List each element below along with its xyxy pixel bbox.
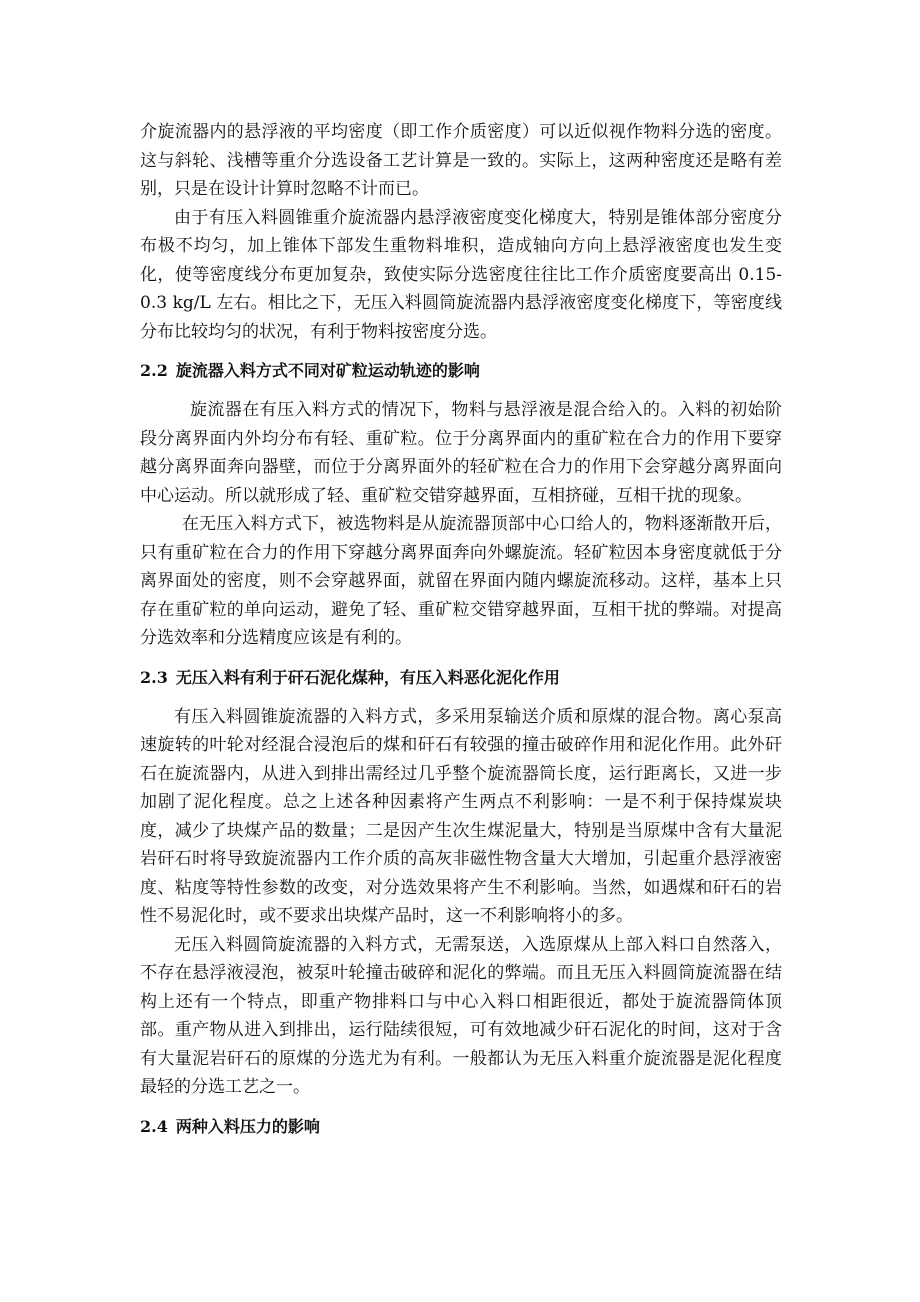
section-number: 2.2 (140, 361, 168, 380)
paragraph-gravity-feed: 在无压入料方式下，被选物料是从旋流器顶部中心口给人的，物料逐渐散开后，只有重矿粒在合力的作用下穿越分离界面奔向外螺旋流。轻矿粒因本身密度就低于分离界面处的密度，则不会穿越界面，就留在界面内随内螺旋流移动。这样，基本上只存在重矿粒的单向运动，避免了轻、重矿粒交错穿越界面，互相干扰的弊端。对提高分选效率和分选精度应该是有利的。 (140, 514, 782, 648)
paragraph-cylinder-feed: 无压入料圆筒旋流器的入料方式，无需泵送，入选原煤从上部入料口自然落入，不存在悬浮液浸泡，被泵叶轮撞击破碎和泥化的弊端。而且无压入料圆筒旋流器在结构上还有一个特点，即重产物排料口与中心入料口相距很近，都处于旋流器筒体顶部。重产物从进入到排出，运行陆续很短，可有效地减少矸石泥化的时间，这对于含有大量泥岩矸石的原煤的分选尤为有利。一般都认为无压入料重介旋流器是泥化程度最轻的分选工艺之一。 (140, 934, 782, 1097)
section-heading-2-2 (140, 360, 782, 382)
paragraph-pump-feed: 有压入料圆锥旋流器的入料方式，多采用泵输送介质和原煤的混合物。离心泵高速旋转的叶轮对经混合浸泡后的煤和矸石有较强的撞击破碎作用和泥化作用。此外矸石在旋流器内，从进入到排出需经过几乎整个旋流器筒长度，运行距离长，又进一步加剧了泥化程度。总之上述各种因素将产生两点不利影响：一是不利于保持煤炭块度，减少了块煤产品的数量；二是因产生次生煤泥量大，特别是当原煤中含有大量泥岩矸石时将导致旋流器内工作介质的高灰非磁性物含量大大增加，引起重介悬浮液密度、粘度等特性参数的改变，对分选效果将产生不利影响。当然，如遇煤和矸石的岩性不易泥化时，或不要求出块煤产品时，这一不利影响将小的多。 (140, 706, 782, 926)
section-number: 2.4 (140, 1116, 168, 1136)
section-title: 旋流器入料方式不同对矿粒运动轨迹的影响 (175, 361, 480, 380)
document-page (140, 118, 782, 1152)
paragraph-continued: 介旋流器内的悬浮液的平均密度（即工作介质密度）可以近似视作物料分选的密度。这与斜轮、浅槽等重介分选设备工艺计算是一致的。实际上，这两种密度还是略有差别，只是在设计计算时忽略不计而已。 (140, 122, 782, 199)
section-heading-2-3 (140, 667, 782, 689)
section-title: 无压入料有利于矸石泥化煤种，有压入料恶化泥化作用 (175, 667, 560, 687)
paragraph-density-gradient: 由于有压入料圆锥重介旋流器内悬浮液密度变化梯度大，特别是锥体部分密度分布极不均匀，加上锥体下部发生重物料堆积，造成轴向方向上悬浮液密度也发生变化，使等密度线分布更加复杂，致使实际分选密度往往比工作介质密度要高出 0.15-0.3 kg/L 左右。相比之下，无压入料圆筒旋流器内悬浮液密度变化梯度下，等密度线分布比较均匀的状况，有利于物料按密度分选。 (140, 207, 782, 342)
paragraph-pressure-feed: 旋流器在有压入料方式的情况下，物料与悬浮液是混合给入的。入料的初始阶段分离界面内外均分布有轻、重矿粒。位于分离界面内的重矿粒在合力的作用下要穿越分离界面奔向器壁，而位于分离界面外的轻矿粒在合力的作用下会穿越分离界面向中心运动。所以就形成了轻、重矿粒交错穿越界面，互相挤碰，互相干扰的现象。 (140, 400, 782, 506)
section-number: 2.3 (140, 667, 168, 687)
section-heading-2-4 (140, 1116, 782, 1138)
section-title: 两种入料压力的影响 (175, 1116, 320, 1136)
